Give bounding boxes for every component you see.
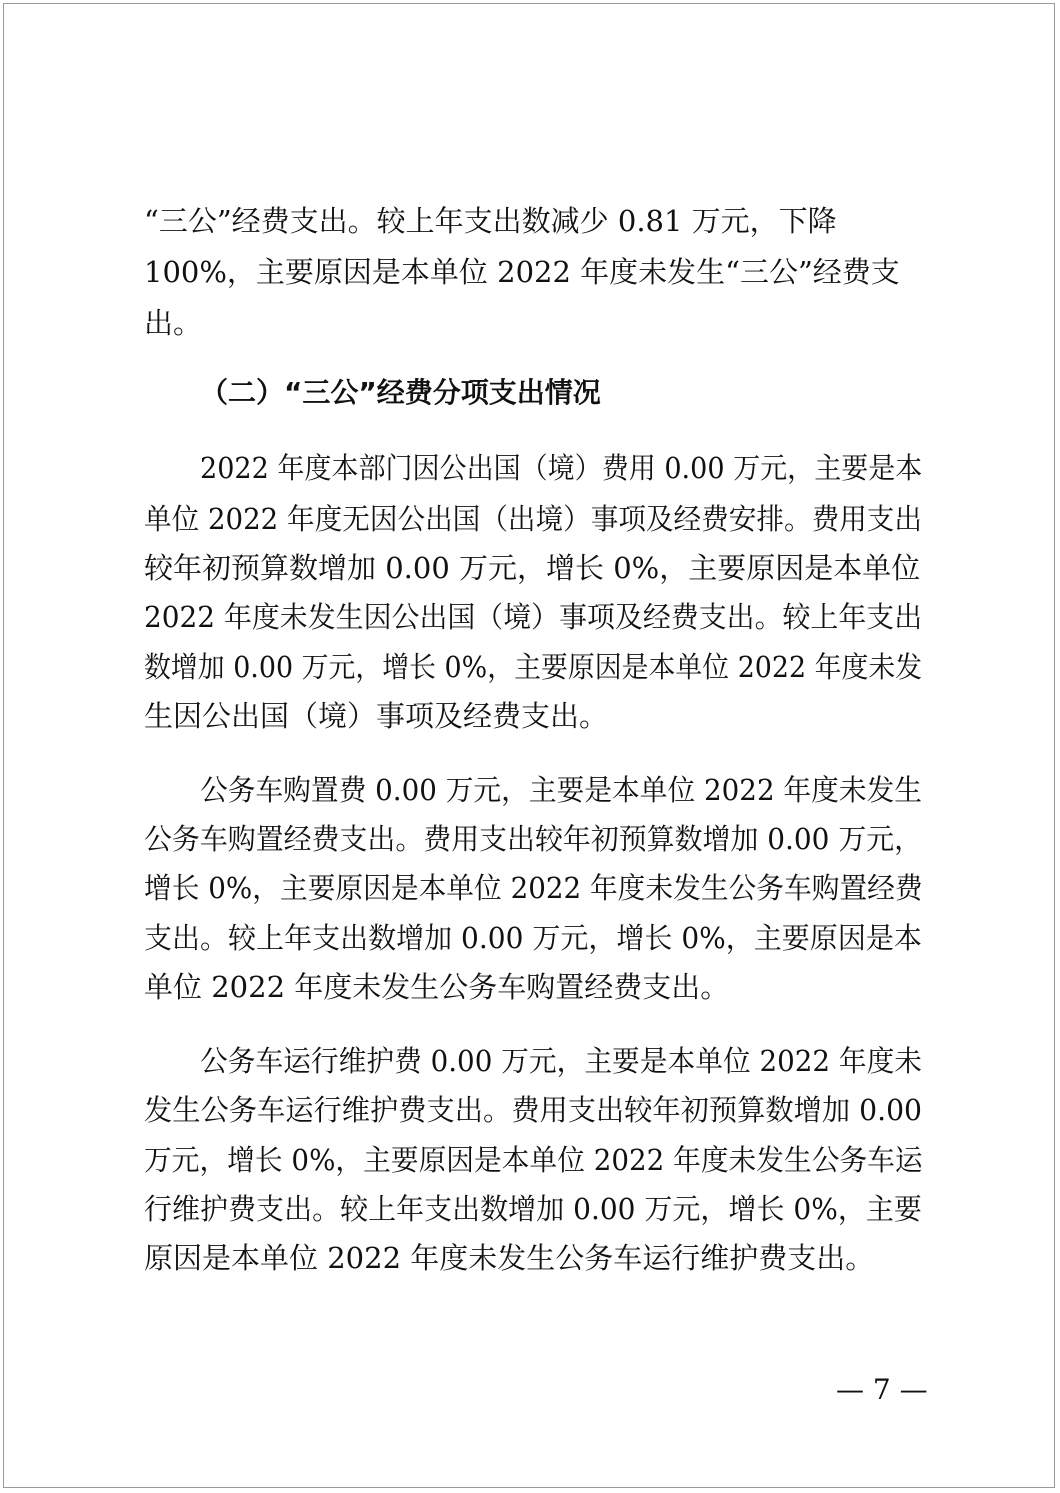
paragraph-line: 支出。较上年支出数增加 0.00 万元，增长 0%，主要原因是本 — [144, 921, 922, 955]
paragraph-line: 出。 — [144, 306, 203, 340]
paragraph-line: 原因是本单位 2022 年度未发生公务车运行维护费支出。 — [144, 1241, 875, 1275]
paragraph-line: 公务车购置费 0.00 万元，主要是本单位 2022 年度未发生 — [200, 773, 923, 807]
paragraph-line: “三公”经费支出。较上年支出数减少 0.81 万元，下降 — [144, 204, 837, 238]
paragraph-line: 公务车购置经费支出。费用支出较年初预算数增加 0.00 万元， — [144, 822, 923, 856]
paragraph-line: 单位 2022 年度未发生公务车购置经费支出。 — [144, 970, 730, 1004]
paragraph-line: 2022 年度本部门因公出国（境）费用 0.00 万元，主要是本 — [200, 451, 923, 485]
document-page — [3, 3, 1055, 1488]
paragraph-line: 发生公务车运行维护费支出。费用支出较年初预算数增加 0.00 — [144, 1093, 923, 1127]
page-number: — 7 — — [836, 1373, 928, 1406]
paragraph-line: 较年初预算数增加 0.00 万元，增长 0%，主要原因是本单位 — [144, 551, 921, 585]
paragraph-line: 单位 2022 年度无因公出国（出境）事项及经费安排。费用支出 — [144, 502, 923, 536]
paragraph-line: 增长 0%，主要原因是本单位 2022 年度未发生公务车购置经费 — [144, 871, 923, 905]
paragraph-line: 数增加 0.00 万元，增长 0%，主要原因是本单位 2022 年度未发 — [144, 650, 923, 684]
paragraph-line: 2022 年度未发生因公出国（境）事项及经费支出。较上年支出 — [144, 600, 923, 634]
paragraph-line: 公务车运行维护费 0.00 万元，主要是本单位 2022 年度未 — [200, 1044, 923, 1078]
section-heading: （二）“三公”经费分项支出情况 — [200, 376, 601, 409]
paragraph-line: 万元，增长 0%，主要原因是本单位 2022 年度未发生公务车运 — [144, 1143, 923, 1177]
paragraph-line: 生因公出国（境）事项及经费支出。 — [144, 699, 609, 733]
paragraph-line: 100%，主要原因是本单位 2022 年度未发生“三公”经费支 — [144, 255, 900, 289]
paragraph-line: 行维护费支出。较上年支出数增加 0.00 万元，增长 0%，主要 — [144, 1192, 922, 1226]
